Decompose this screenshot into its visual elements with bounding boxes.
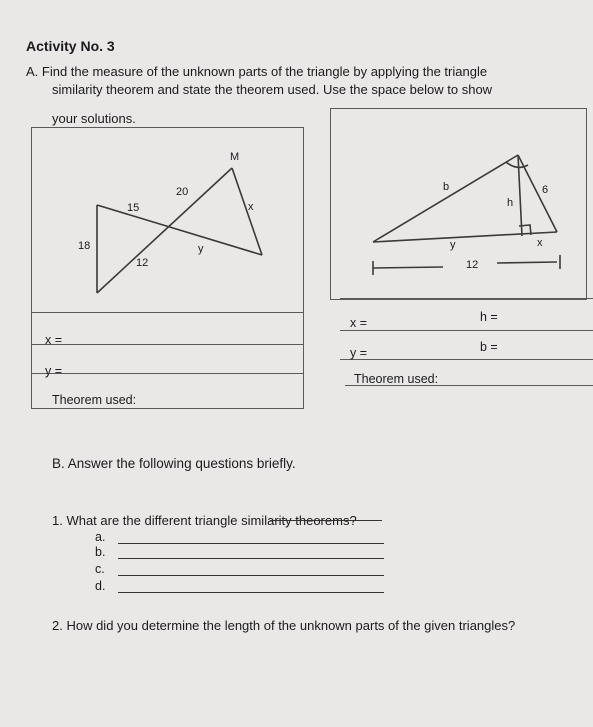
item-a-label: a. [95,530,106,544]
right-h-answer: h = [480,310,498,324]
right-label-h: h [507,197,514,209]
answer-line-b [118,558,384,559]
item-c-label: c. [95,562,105,576]
question-2: 2. How did you determine the length of the unknown parts of the given triangles? [52,618,516,633]
left-label-m: M [230,151,240,163]
answer-line-c [118,575,384,576]
answer-line-d [118,592,384,593]
left-label-12: 12 [136,257,149,269]
right-y-answer: y = [350,346,368,360]
left-label-x: x [248,201,254,213]
part-b-heading: B. Answer the following questions briefly. [52,456,296,471]
right-label-b: b [443,181,450,193]
right-theorem-label: Theorem used: [354,372,439,386]
answer-line-top [270,520,382,521]
question-1: 1. What are the different triangle similarity theorems? [52,513,357,528]
right-triangle-figure [373,155,560,275]
right-triangle-side-b [373,155,518,242]
instruction-line-3: your solutions. [52,111,136,126]
answer-line-a [118,543,384,544]
left-label-20: 20 [176,186,189,198]
activity-title: Activity No. 3 [26,38,115,54]
right-label-12: 12 [466,259,479,271]
angle-arc [506,162,528,167]
left-crossing-line-bottom [97,168,232,293]
left-y-answer: y = [45,364,63,378]
right-x-answer: x = [350,316,368,330]
left-crossing-line-top [97,205,262,255]
right-label-x: x [537,237,543,249]
instruction-line-2: similarity theorem and state the theorem used. Use the space below to show [52,82,493,97]
right-triangle-hypotenuse-base [373,232,557,242]
instruction-line-1: A. Find the measure of the unknown parts of the triangle by applying the triangle [26,64,488,79]
right-label-6: 6 [542,184,549,196]
left-label-18: 18 [78,240,91,252]
left-label-y: y [198,243,204,255]
item-d-label: d. [95,579,106,593]
item-b-label: b. [95,545,106,559]
right-b-answer: b = [480,340,498,354]
left-triangle-side-x [232,168,262,255]
measure-line-left [373,267,443,268]
right-label-y: y [450,239,456,251]
left-x-answer: x = [45,333,63,347]
left-theorem-label: Theorem used: [52,393,137,407]
measure-line-right [497,262,557,263]
left-label-15: 15 [127,202,140,214]
